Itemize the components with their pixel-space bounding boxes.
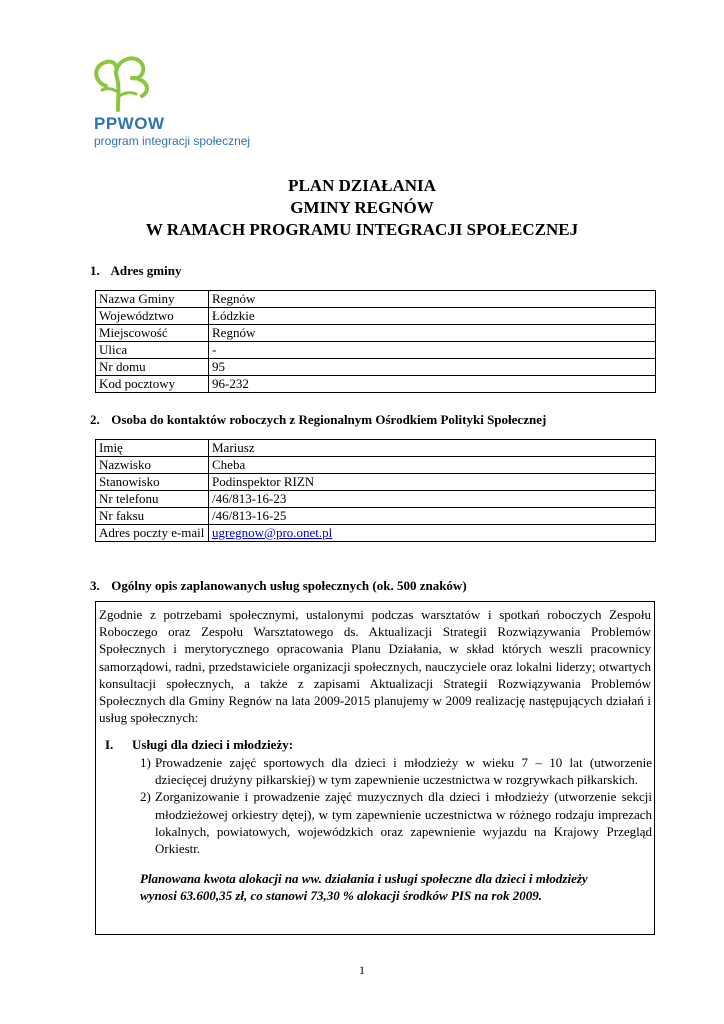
table-row — [96, 508, 656, 525]
planned-line-1: Planowana kwota alokacji na ww. działania i usługi społeczne dla dzieci i młodzieży — [140, 871, 588, 886]
row-value: /46/813-16-25 — [209, 508, 656, 525]
section-3-heading — [90, 578, 467, 594]
row-label: Adres poczty e-mail — [96, 525, 209, 542]
planned-allocation — [140, 870, 652, 904]
subsection-heading — [105, 737, 293, 753]
row-value: 95 — [209, 359, 656, 376]
document-title-line-1: PLAN DZIAŁANIA — [288, 176, 436, 195]
row-label: Nr telefonu — [96, 491, 209, 508]
table-row — [96, 291, 656, 308]
item-number: 2) — [140, 789, 151, 805]
row-value: Regnów — [209, 325, 656, 342]
list-item — [140, 788, 652, 857]
row-label: Województwo — [96, 308, 209, 325]
document-title-line-2: GMINY REGNÓW — [290, 198, 434, 217]
table-row — [96, 491, 656, 508]
document-title-line-3: W RAMACH PROGRAMU INTEGRACJI SPOŁECZNEJ — [145, 220, 579, 239]
row-label: Ulica — [96, 342, 209, 359]
table-row — [96, 457, 656, 474]
table-row — [96, 308, 656, 325]
row-value: Regnów — [209, 291, 656, 308]
section-title: Osoba do kontaktów roboczych z Regionalnym Ośrodkiem Polityki Społecznej — [111, 412, 547, 427]
item-text: Prowadzenie zajęć sportowych dla dzieci i młodzieży w wieku 7 – 10 lat (utworzenie dziecięcej drużyny piłkarskiej) w tym zapewnienie uczestnictwa w rozgrywkach piłkarskich. — [155, 755, 652, 788]
section-title: Ogólny opis zaplanowanych usług społecznych (ok. 500 znaków) — [111, 578, 467, 593]
table-row — [96, 342, 656, 359]
contact-table — [95, 439, 656, 542]
section-1-heading — [90, 263, 181, 279]
section-number: 2. — [90, 412, 100, 427]
list-item — [140, 754, 652, 788]
row-label: Nazwisko — [96, 457, 209, 474]
row-value: Cheba — [209, 457, 656, 474]
row-value — [209, 525, 656, 542]
table-row — [96, 440, 656, 457]
table-row — [96, 525, 656, 542]
table-row — [96, 359, 656, 376]
row-value: Mariusz — [209, 440, 656, 457]
address-table — [95, 290, 656, 393]
table-row — [96, 376, 656, 393]
logo-name: PPWOW — [94, 114, 165, 133]
row-label: Nr faksu — [96, 508, 209, 525]
row-label: Kod pocztowy — [96, 376, 209, 393]
tree-logo-icon — [88, 52, 158, 114]
table-row — [96, 474, 656, 491]
item-number: 1) — [140, 755, 151, 770]
item-text: Zorganizowanie i prowadzenie zajęć muzycznych dla dzieci i młodzieży (utworzenie sekcji młodzieżowej orkiestry dętej), w tym zapewnienie uczestnictwa w różnego rodzaju imprezach lokalnych, powiatowych, wojewódzkich oraz zapewnienie wyjazdu na Krajowy Przegląd Orkiestr. — [155, 789, 652, 857]
section-number: 3. — [90, 578, 100, 593]
subsection-title: Usługi dla dzieci i młodzieży: — [132, 737, 294, 752]
intro-paragraph: Zgodnie z potrzebami społecznymi, ustalonymi podczas warsztatów i spotkań roboczych Zespołu Roboczego oraz Zespołu Warsztatowego ds. Aktualizacji Strategii Rozwiązywania Problemów Społecznych i merytorycznego opracowania Planu Działania, w skład których weszli pracownicy samorządowi, radni, przedstawiciele organizacji społecznych, nauczyciele oraz lokalni liderzy; otwartych konsultacji społecznych, a także z zapisami Aktualizacji Strategii Rozwiązywania Problemów Społecznych dla Gminy Regnów na lata 2009-2015 planujemy w 2009 realizację następujących działań i usług społecznych: — [99, 607, 651, 726]
row-value: Łódzkie — [209, 308, 656, 325]
services-description-box — [95, 601, 655, 935]
table-row — [96, 325, 656, 342]
row-value: /46/813-16-23 — [209, 491, 656, 508]
section-number: 1. — [90, 263, 100, 278]
row-value: 96-232 — [209, 376, 656, 393]
row-value: - — [209, 342, 656, 359]
row-label: Nr domu — [96, 359, 209, 376]
ppwow-logo — [88, 52, 288, 152]
row-label: Imię — [96, 440, 209, 457]
services-list — [140, 754, 652, 857]
roman-numeral: I. — [105, 737, 114, 752]
row-value: Podinspektor RIZN — [209, 474, 656, 491]
row-label: Miejscowość — [96, 325, 209, 342]
row-label: Nazwa Gminy — [96, 291, 209, 308]
page-number: 1 — [359, 963, 365, 977]
row-label: Stanowisko — [96, 474, 209, 491]
section-title: Adres gminy — [110, 263, 182, 278]
section-2-heading — [90, 412, 546, 428]
email-link[interactable]: ugregnow@pro.onet.pl — [212, 525, 333, 540]
planned-line-2: wynosi 63.600,35 zł, co stanowi 73,30 % alokacji środków PIS na rok 2009. — [140, 888, 542, 904]
logo-tagline: program integracji społecznej — [94, 134, 251, 148]
